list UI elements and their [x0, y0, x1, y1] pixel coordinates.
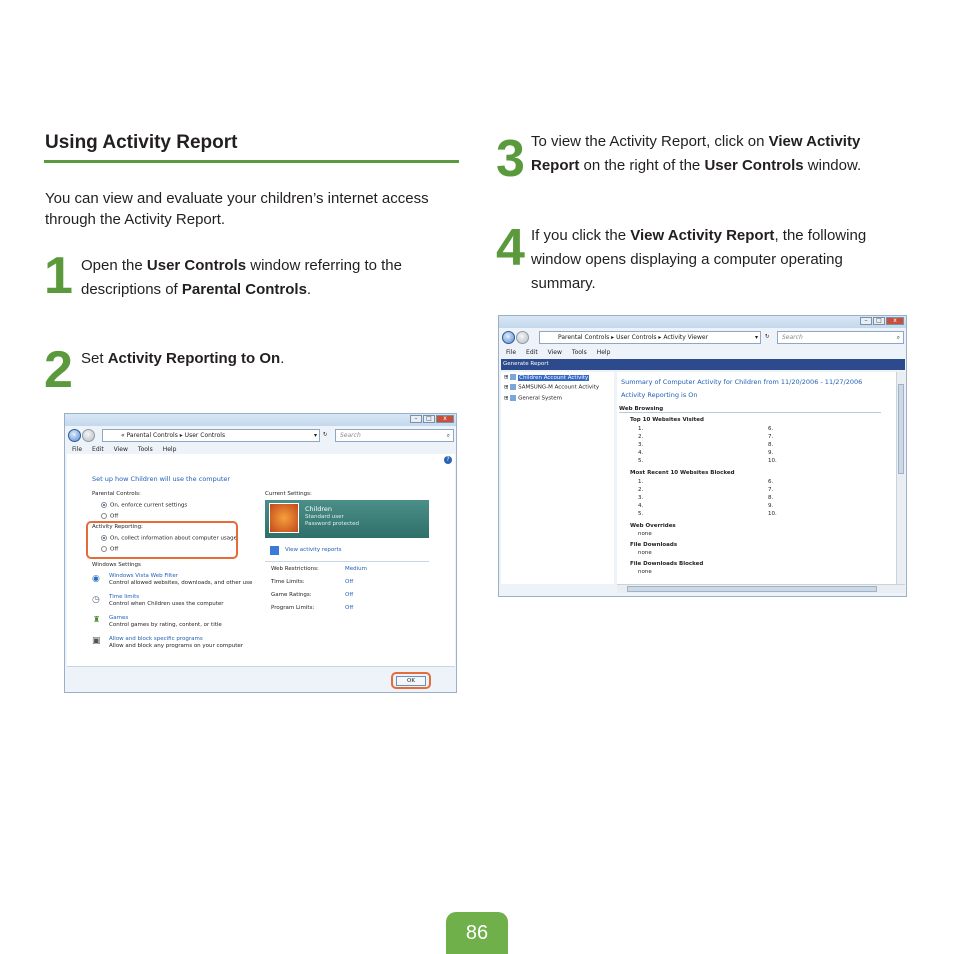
menu-edit[interactable]: Edit — [526, 349, 538, 356]
address-bar[interactable]: « Parental Controls ▸ User Controls ▾ — [102, 429, 320, 442]
report-pane — [617, 372, 896, 584]
vertical-scrollbar[interactable] — [896, 372, 905, 584]
file-downloads-heading: File Downloads — [630, 542, 678, 548]
step-3-text: To view the Activity Report, click on View Activity Report on the right of the User Controls window. — [531, 133, 862, 174]
step-4-text: If you click the View Activity Report, the following window opens displaying a computer operating summary. — [531, 227, 867, 292]
user-avatar — [269, 503, 299, 533]
search-input[interactable]: Search ⌕ — [777, 331, 904, 344]
generate-report-button[interactable]: Generate Report — [503, 361, 549, 367]
games-icon: ♜ — [93, 615, 101, 624]
blocked-rank-6: 6. — [768, 479, 774, 485]
menu-view[interactable]: View — [113, 446, 128, 453]
activity-reporting-highlight — [86, 521, 238, 559]
step-1-number: 1 — [44, 247, 71, 305]
web-filter-link[interactable]: Windows Vista Web Filter — [109, 573, 178, 579]
user-tile — [265, 500, 429, 538]
rank-10: 10. — [768, 458, 777, 464]
close-button[interactable]: x — [436, 415, 454, 423]
page-number: 86 — [446, 912, 508, 954]
scrollbar-thumb[interactable] — [898, 384, 904, 474]
programs-desc: Allow and block any programs on your computer — [109, 643, 244, 649]
ok-button-highlight — [391, 672, 431, 689]
minimize-button[interactable]: – — [860, 317, 872, 325]
web-filter-desc: Control allowed websites, downloads, and other use — [109, 580, 253, 586]
title-bar — [499, 316, 906, 328]
menu-edit[interactable]: Edit — [92, 446, 104, 453]
minimize-button[interactable]: – — [410, 415, 422, 423]
time-limits-value[interactable]: Off — [345, 579, 354, 585]
downloads-blocked-heading: File Downloads Blocked — [630, 561, 704, 567]
horizontal-scrollbar[interactable] — [617, 584, 905, 593]
tree-item-general[interactable]: ⊞ General System — [504, 395, 563, 402]
activity-viewer-window — [498, 315, 907, 597]
menu-help[interactable]: Help — [162, 446, 177, 453]
blocked-rank-2: 2. — [638, 487, 644, 493]
intro-text: You can view and evaluate your children’s internet access through the Activity Report. — [45, 190, 429, 228]
menu-file[interactable]: File — [72, 446, 83, 453]
web-restrictions-label: Web Restrictions: — [271, 566, 319, 572]
blocked-rank-7: 7. — [768, 487, 774, 493]
programs-link[interactable]: Allow and block specific programs — [109, 636, 203, 642]
activity-on-radio[interactable]: On, collect information about computer usage — [101, 535, 237, 542]
tree-item-samsung[interactable]: ⊞ SAMSUNG-M Account Activity — [504, 384, 600, 391]
settings-heading: Set up how Children will use the computer — [92, 475, 231, 483]
file-downloads-value: none — [638, 550, 652, 556]
button-bar — [67, 666, 455, 692]
maximize-button[interactable]: □ — [423, 415, 435, 423]
address-bar[interactable]: Parental Controls ▸ User Controls ▸ Activity Viewer ▾ — [539, 331, 761, 344]
user-controls-window — [64, 413, 457, 693]
blocked-rank-1: 1. — [638, 479, 644, 485]
forward-button[interactable]: › — [82, 429, 95, 442]
top-websites-heading: Top 10 Websites Visited — [630, 417, 704, 423]
close-button[interactable]: x — [886, 317, 904, 325]
back-button[interactable]: ‹ — [502, 331, 515, 344]
rank-5: 5. — [638, 458, 644, 464]
web-overrides-value: none — [638, 531, 652, 537]
clock-icon: ◷ — [92, 595, 100, 605]
divider — [619, 412, 881, 413]
tree-pane — [501, 372, 614, 584]
reporting-status: Activity Reporting is On — [621, 391, 698, 399]
globe-icon: ◉ — [92, 574, 100, 584]
rank-7: 7. — [768, 434, 774, 440]
toolbar — [501, 359, 905, 370]
program-limits-label: Program Limits: — [271, 605, 315, 611]
menu-view[interactable]: View — [547, 349, 562, 356]
games-desc: Control games by rating, content, or title — [109, 622, 222, 628]
time-limits-label: Time Limits: — [271, 579, 305, 585]
menu-tools[interactable]: Tools — [571, 349, 587, 356]
help-icon[interactable]: ? — [444, 456, 452, 464]
search-icon: ⌕ — [446, 432, 450, 439]
programs-icon: ▣ — [92, 636, 101, 646]
refresh-icon[interactable]: ↻ — [765, 334, 770, 340]
search-icon: ⌕ — [896, 334, 900, 341]
parental-controls-label: Parental Controls: — [92, 491, 141, 497]
blocked-websites-heading: Most Recent 10 Websites Blocked — [630, 470, 735, 476]
menu-help[interactable]: Help — [596, 349, 611, 356]
rank-2: 2. — [638, 434, 644, 440]
game-ratings-value[interactable]: Off — [345, 592, 354, 598]
web-browsing-heading: Web Browsing — [619, 406, 664, 412]
section-divider — [44, 160, 459, 163]
current-settings-label: Current Settings: — [265, 491, 312, 497]
rank-9: 9. — [768, 450, 774, 456]
rank-8: 8. — [768, 442, 774, 448]
search-input[interactable]: Search ⌕ — [335, 429, 454, 442]
blocked-rank-4: 4. — [638, 503, 644, 509]
report-icon — [270, 546, 279, 555]
activity-reporting-label: Activity Reporting: — [92, 524, 143, 530]
ok-button[interactable]: OK — [396, 676, 426, 686]
section-title: Using Activity Report — [45, 132, 238, 153]
blocked-rank-3: 3. — [638, 495, 644, 501]
games-link[interactable]: Games — [109, 615, 129, 621]
step-2-text: Set Activity Reporting to On. — [81, 350, 285, 367]
maximize-button[interactable]: □ — [873, 317, 885, 325]
step-3-number: 3 — [496, 130, 523, 188]
view-activity-reports-link[interactable]: View activity reports — [285, 547, 342, 553]
downloads-blocked-value: none — [638, 569, 652, 575]
step-4-number: 4 — [496, 219, 523, 277]
forward-button[interactable]: › — [516, 331, 529, 344]
menu-file[interactable]: File — [506, 349, 517, 356]
rank-1: 1. — [638, 426, 644, 432]
user-password-status: Password protected — [305, 521, 360, 527]
time-limits-desc: Control when Children uses the computer — [109, 601, 224, 607]
blocked-rank-9: 9. — [768, 503, 774, 509]
back-button[interactable]: ‹ — [68, 429, 81, 442]
scrollbar-thumb[interactable] — [627, 586, 877, 592]
menu-tools[interactable]: Tools — [137, 446, 153, 453]
activity-off-radio[interactable]: Off — [101, 546, 118, 553]
parental-on-radio[interactable]: On, enforce current settings — [101, 502, 187, 509]
menu-bar — [72, 446, 176, 453]
blocked-rank-8: 8. — [768, 495, 774, 501]
user-type: Standard user — [305, 514, 344, 520]
web-overrides-heading: Web Overrides — [630, 523, 676, 529]
step-1-text: Open the User Controls window referring to the descriptions of Parental Controls. — [81, 257, 402, 298]
step-2-number: 2 — [44, 341, 71, 399]
game-ratings-label: Game Ratings: — [271, 592, 312, 598]
tree-item-children[interactable]: ⊞ Children Account Activity — [504, 374, 589, 381]
user-name: Children — [305, 505, 333, 513]
menu-bar — [506, 349, 610, 356]
blocked-rank-10: 10. — [768, 511, 777, 517]
rank-4: 4. — [638, 450, 644, 456]
program-limits-value[interactable]: Off — [345, 605, 354, 611]
title-bar — [65, 414, 456, 426]
windows-settings-label: Windows Settings — [92, 562, 141, 568]
time-limits-link[interactable]: Time limits — [109, 594, 140, 600]
rank-3: 3. — [638, 442, 644, 448]
refresh-icon[interactable]: ↻ — [323, 432, 328, 438]
divider — [265, 561, 429, 562]
web-restrictions-value[interactable]: Medium — [345, 566, 367, 572]
blocked-rank-5: 5. — [638, 511, 644, 517]
report-summary-title: Summary of Computer Activity for Children from 11/20/2006 - 11/27/2006 — [621, 378, 863, 386]
parental-off-radio[interactable]: Off — [101, 513, 118, 520]
window-content — [67, 454, 455, 692]
rank-6: 6. — [768, 426, 774, 432]
